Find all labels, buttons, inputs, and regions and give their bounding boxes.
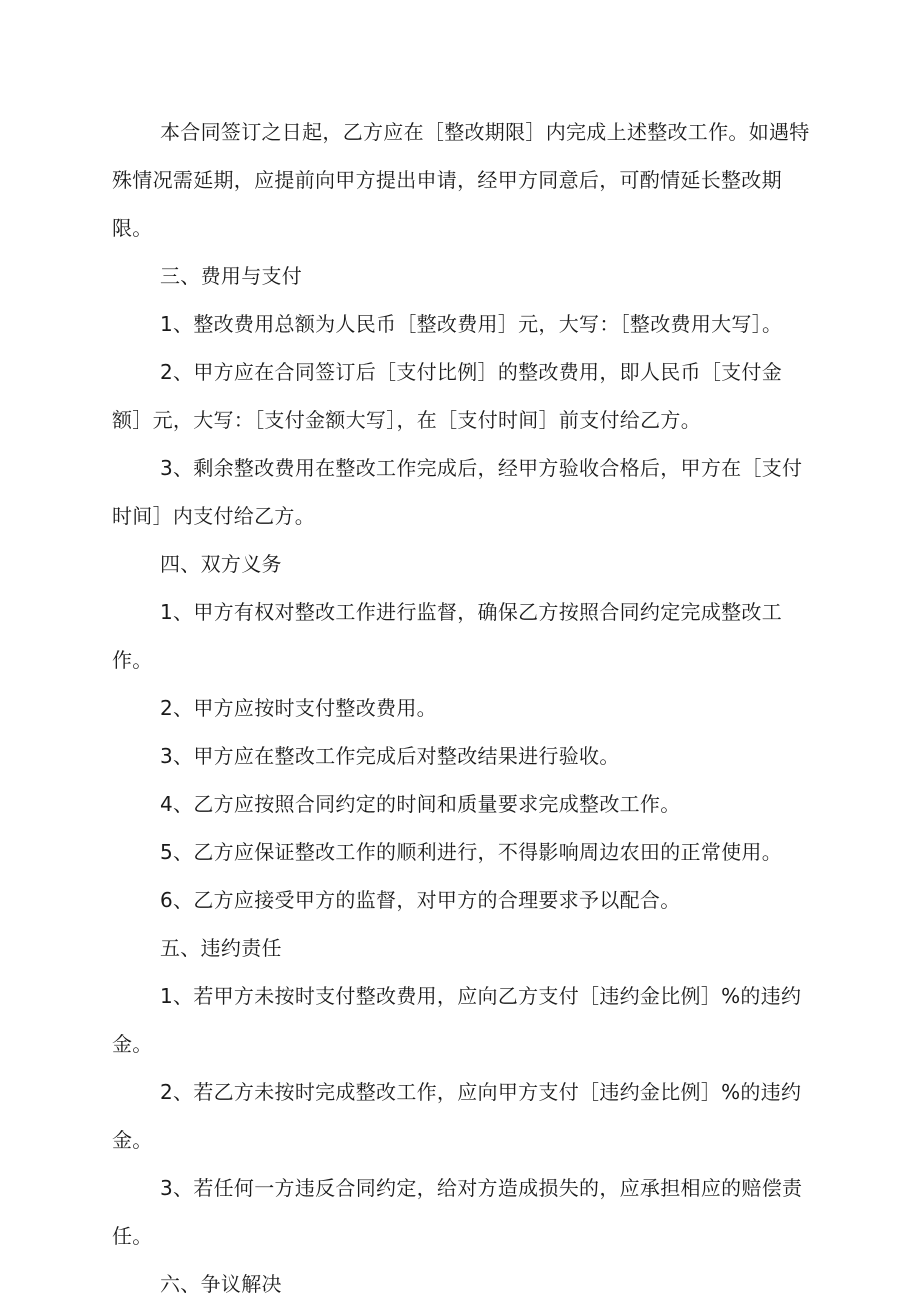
clause-5-1: 1、若甲方未按时支付整改费用，应向乙方支付［违约金比例］%的违约金。 xyxy=(112,984,802,1056)
clause-4-2: 2、甲方应按时支付整改费用。 xyxy=(160,696,437,720)
clause-3-1: 1、整改费用总额为人民币［整改费用］元，大写：［整改费用大写］。 xyxy=(160,312,783,336)
clause-5-3: 3、若任何一方违反合同约定，给对方造成损失的，应承担相应的赔偿责任。 xyxy=(112,1176,803,1248)
clause-5-2: 2、若乙方未按时完成整改工作，应向甲方支付［违约金比例］%的违约金。 xyxy=(112,1080,802,1152)
clause-4-5: 5、乙方应保证整改工作的顺利进行，不得影响周边农田的正常使用。 xyxy=(160,840,783,864)
heading-dispute-resolution: 六、争议解决 xyxy=(160,1272,282,1296)
clause-3-2: 2、甲方应在合同签订后［支付比例］的整改费用，即人民币［支付金额］元，大写：［支付金额大写］，在［支付时间］前支付给乙方。 xyxy=(112,360,783,432)
document-body xyxy=(112,108,812,1308)
heading-obligations: 四、双方义务 xyxy=(160,552,282,576)
clause-4-6: 6、乙方应接受甲方的监督，对甲方的合理要求予以配合。 xyxy=(160,888,681,912)
clause-3-3: 3、剩余整改费用在整改工作完成后，经甲方验收合格后，甲方在［支付时间］内支付给乙方。 xyxy=(112,456,803,528)
paragraph-deadline: 本合同签订之日起，乙方应在［整改期限］内完成上述整改工作。如遇特殊情况需延期，应提前向甲方提出申请，经甲方同意后，可酌情延长整改期限。 xyxy=(112,120,810,240)
clause-4-4: 4、乙方应按照合同约定的时间和质量要求完成整改工作。 xyxy=(160,792,681,816)
clause-4-3: 3、甲方应在整改工作完成后对整改结果进行验收。 xyxy=(160,744,620,768)
heading-fees-and-payment: 三、费用与支付 xyxy=(160,264,303,288)
heading-liability: 五、违约责任 xyxy=(160,936,282,960)
clause-4-1: 1、甲方有权对整改工作进行监督，确保乙方按照合同约定完成整改工作。 xyxy=(112,600,783,672)
